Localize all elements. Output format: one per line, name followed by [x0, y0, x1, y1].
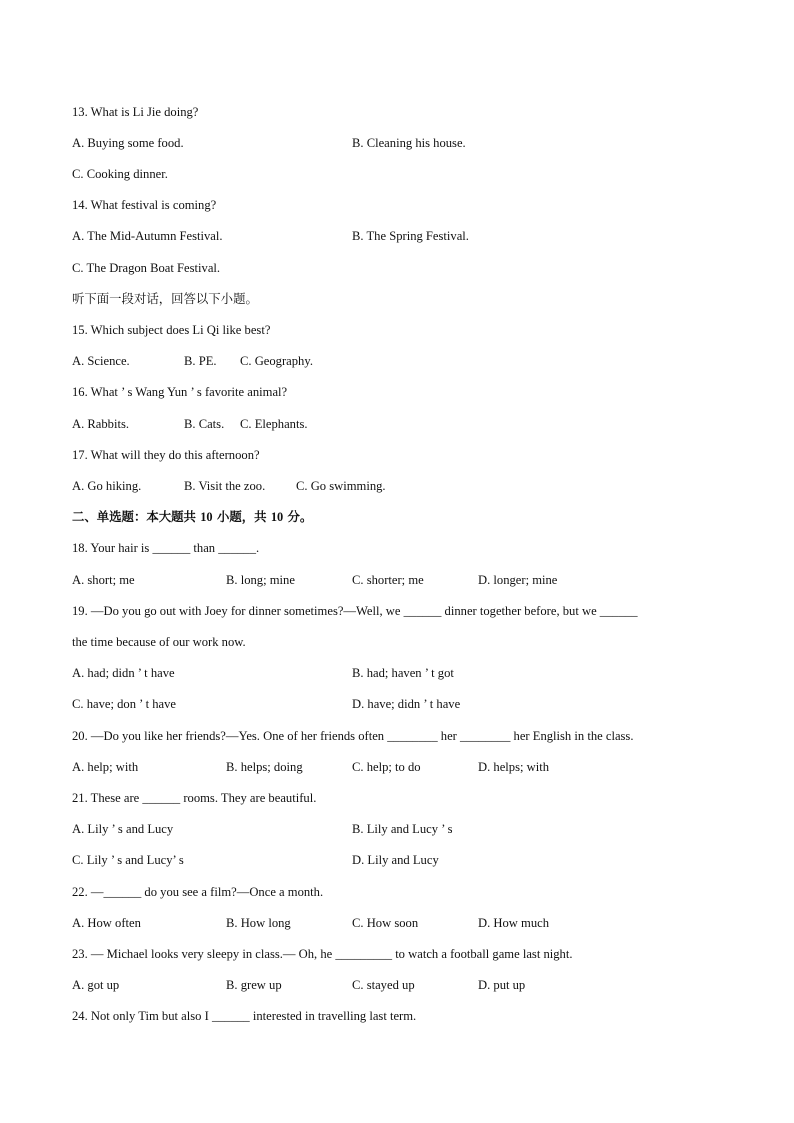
question-23-stem: 23. — Michael looks very sleepy in class.— Oh, he _________ to watch a football game last night. [72, 947, 573, 961]
question-23-option-d: D. put up [478, 978, 526, 992]
question-19-option-c: C. have; don ’ t have [72, 697, 176, 711]
question-19-option-a: A. had; didn ’ t have [72, 666, 175, 680]
question-14-option-c: C. The Dragon Boat Festival. [72, 261, 221, 275]
question-21-option-d: D. Lily and Lucy [352, 853, 439, 867]
listening-instruction: 听下面一段对话，回答以下小题。 [72, 291, 258, 306]
question-19-stem-line-2: the time because of our work now. [72, 635, 246, 649]
section-2-mid: 小题，共 [212, 509, 271, 524]
question-19-stem-line-1: 19. —Do you go out with Joey for dinner sometimes?—Well, we ______ dinner together before, but we ______ [72, 604, 638, 618]
question-17-option-c: C. Go swimming. [296, 479, 386, 493]
section-2-suffix: 分。 [283, 509, 313, 524]
question-22-stem: 22. —______ do you see a film?—Once a month. [72, 885, 324, 899]
question-23-option-a: A. got up [72, 978, 120, 992]
question-16-option-c: C. Elephants. [240, 417, 308, 431]
question-15-stem: 15. Which subject does Li Qi like best? [72, 323, 271, 337]
question-20-option-d: D. helps; with [478, 760, 550, 774]
question-18-option-d: D. longer; mine [478, 573, 558, 587]
question-18-option-c: C. shorter; me [352, 573, 424, 587]
question-22-option-d: D. How much [478, 916, 550, 930]
question-20-option-b: B. helps; doing [226, 760, 303, 774]
question-23-option-c: C. stayed up [352, 978, 415, 992]
question-23-option-b: B. grew up [226, 978, 282, 992]
question-15-option-b: B. PE. [184, 354, 217, 368]
question-15-option-c: C. Geography. [240, 354, 313, 368]
question-16-stem: 16. What ’ s Wang Yun ’ s favorite animal? [72, 385, 288, 399]
question-21-option-b: B. Lily and Lucy ’ s [352, 822, 453, 836]
question-17-option-a: A. Go hiking. [72, 479, 142, 493]
question-14-option-b: B. The Spring Festival. [352, 229, 469, 243]
question-24-stem: 24. Not only Tim but also I ______ interested in travelling last term. [72, 1009, 417, 1023]
question-22-option-b: B. How long [226, 916, 291, 930]
question-17-stem: 17. What will they do this afternoon? [72, 448, 260, 462]
question-22-option-a: A. How often [72, 916, 141, 930]
question-13-option-b: B. Cleaning his house. [352, 136, 466, 150]
question-13-stem: 13. What is Li Jie doing? [72, 105, 199, 119]
question-22-option-c: C. How soon [352, 916, 419, 930]
section-2-prefix: 二、单选题：本大题共 [72, 509, 201, 524]
question-18-stem: 18. Your hair is ______ than ______. [72, 541, 260, 555]
question-16-option-b: B. Cats. [184, 417, 225, 431]
question-19-option-b: B. had; haven ’ t got [352, 666, 454, 680]
question-16-option-a: A. Rabbits. [72, 417, 130, 431]
section-2-heading [72, 509, 312, 525]
question-17-option-b: B. Visit the zoo. [184, 479, 266, 493]
question-21-option-c: C. Lily ’ s and Lucy’ s [72, 853, 184, 867]
question-21-stem: 21. These are ______ rooms. They are beautiful. [72, 791, 317, 805]
question-18-option-b: B. long; mine [226, 573, 295, 587]
question-13-option-a: A. Buying some food. [72, 136, 184, 150]
section-2-question-count: 10 [200, 510, 213, 524]
question-21-option-a: A. Lily ’ s and Lucy [72, 822, 174, 836]
question-20-stem: 20. —Do you like her friends?—Yes. One of her friends often ________ her ________ her English in the class. [72, 729, 634, 743]
question-15-option-a: A. Science. [72, 354, 130, 368]
question-20-option-a: A. help; with [72, 760, 139, 774]
question-20-option-c: C. help; to do [352, 760, 421, 774]
question-14-stem: 14. What festival is coming? [72, 198, 217, 212]
question-14-option-a: A. The Mid-Autumn Festival. [72, 229, 223, 243]
question-19-option-d: D. have; didn ’ t have [352, 697, 461, 711]
section-2-points: 10 [270, 510, 284, 524]
question-18-option-a: A. short; me [72, 573, 135, 587]
question-13-option-c: C. Cooking dinner. [72, 167, 168, 181]
